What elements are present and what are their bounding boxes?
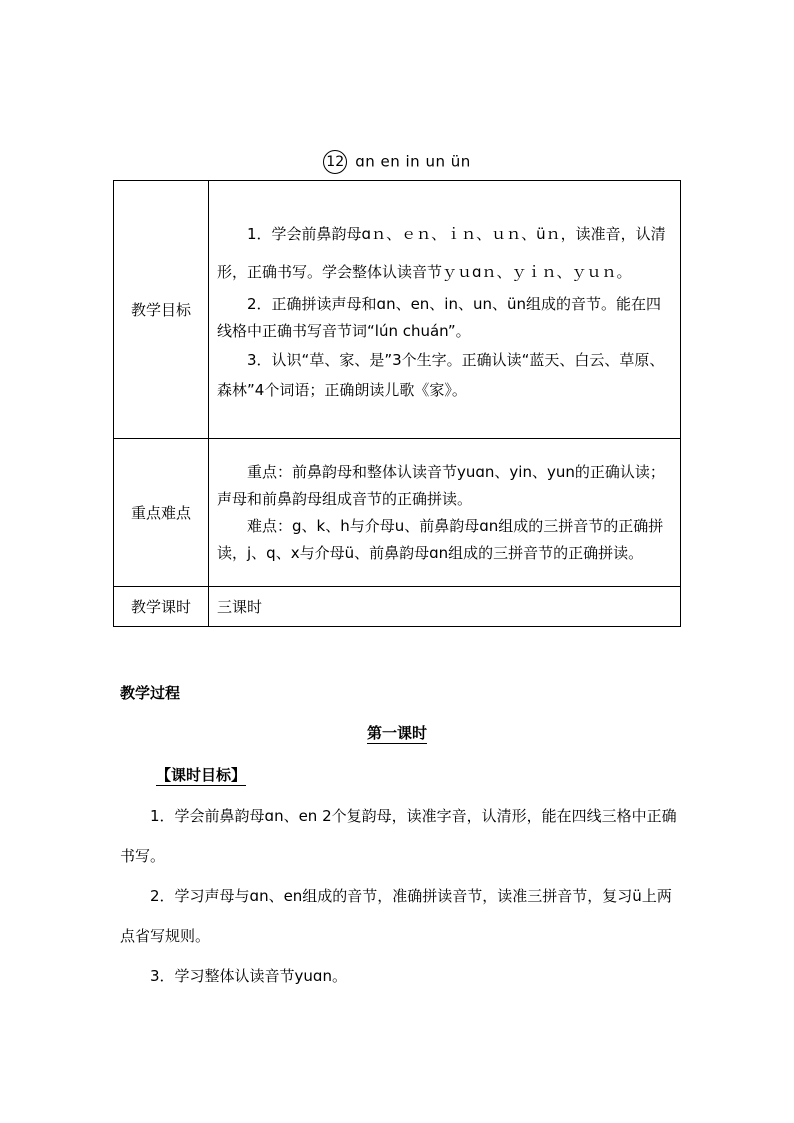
table-row xyxy=(114,439,681,587)
row-content-key-points xyxy=(209,439,681,587)
row-content-periods xyxy=(209,587,681,627)
teaching-plan-table xyxy=(113,180,681,627)
list-item: 3．学习整体认读音节yuɑn。 xyxy=(150,967,347,985)
key-point-paragraph: 重点：前鼻韵母和整体认读音节yuɑn、yin、yun的正确认读；声母和前鼻韵母组成音节的正确拼读。 xyxy=(217,462,665,508)
period-goals-header-text: 【课时目标】 xyxy=(156,766,247,784)
difficulty-paragraph: 难点：g、k、h与介母u、前鼻韵母ɑn组成的三拼音节的正确拼读，j、q、x与介母ü、前鼻韵母ɑn组成的三拼音节的正确拼读。 xyxy=(217,516,664,562)
lesson-period-title-text: 第一课时 xyxy=(366,724,427,742)
row-label-periods: 教学课时 xyxy=(114,587,209,627)
periods-value: 三课时 xyxy=(217,597,263,616)
lesson-pinyin-title: ɑn en in un ün xyxy=(355,152,471,171)
lesson-period-title xyxy=(0,722,794,743)
teaching-process-label: 教学过程 xyxy=(120,684,181,702)
period-goals-list xyxy=(120,796,680,996)
row-content-objectives xyxy=(209,181,681,439)
objective-paragraph: 1．学会前鼻韵母ɑｎ、ｅｎ、ｉｎ、ｕｎ、üｎ，读准音，认清形，正确书写。学会整体认读音节ｙｕɑｎ、ｙｉｎ、ｙｕｎ。 xyxy=(217,224,666,281)
table-row xyxy=(114,181,681,439)
period-goals-header xyxy=(156,764,246,785)
lesson-title-header xyxy=(0,148,794,175)
row-label-objectives: 教学目标 xyxy=(114,181,209,439)
list-item: 1．学会前鼻韵母ɑn、en 2个复韵母，读准字音，认清形，能在四线三格中正确书写。 xyxy=(120,807,677,865)
list-item: 2．学习声母与ɑn、en组成的音节，准确拼读音节，读准三拼音节，复习ü上两点省写规则。 xyxy=(120,887,672,945)
circled-lesson-number: 12 xyxy=(323,150,347,174)
objective-paragraph: 2．正确拼读声母和ɑn、en、in、un、ün组成的音节。能在四线格中正确书写音节词“lún chuán”。 xyxy=(217,294,662,340)
table-row xyxy=(114,587,681,627)
objective-paragraph: 3．认识“草、家、是”3个生字。正确认读“蓝天、白云、草原、森林”4个词语；正确朗读儿歌《家》。 xyxy=(217,350,665,399)
row-label-key-points: 重点难点 xyxy=(114,439,209,587)
